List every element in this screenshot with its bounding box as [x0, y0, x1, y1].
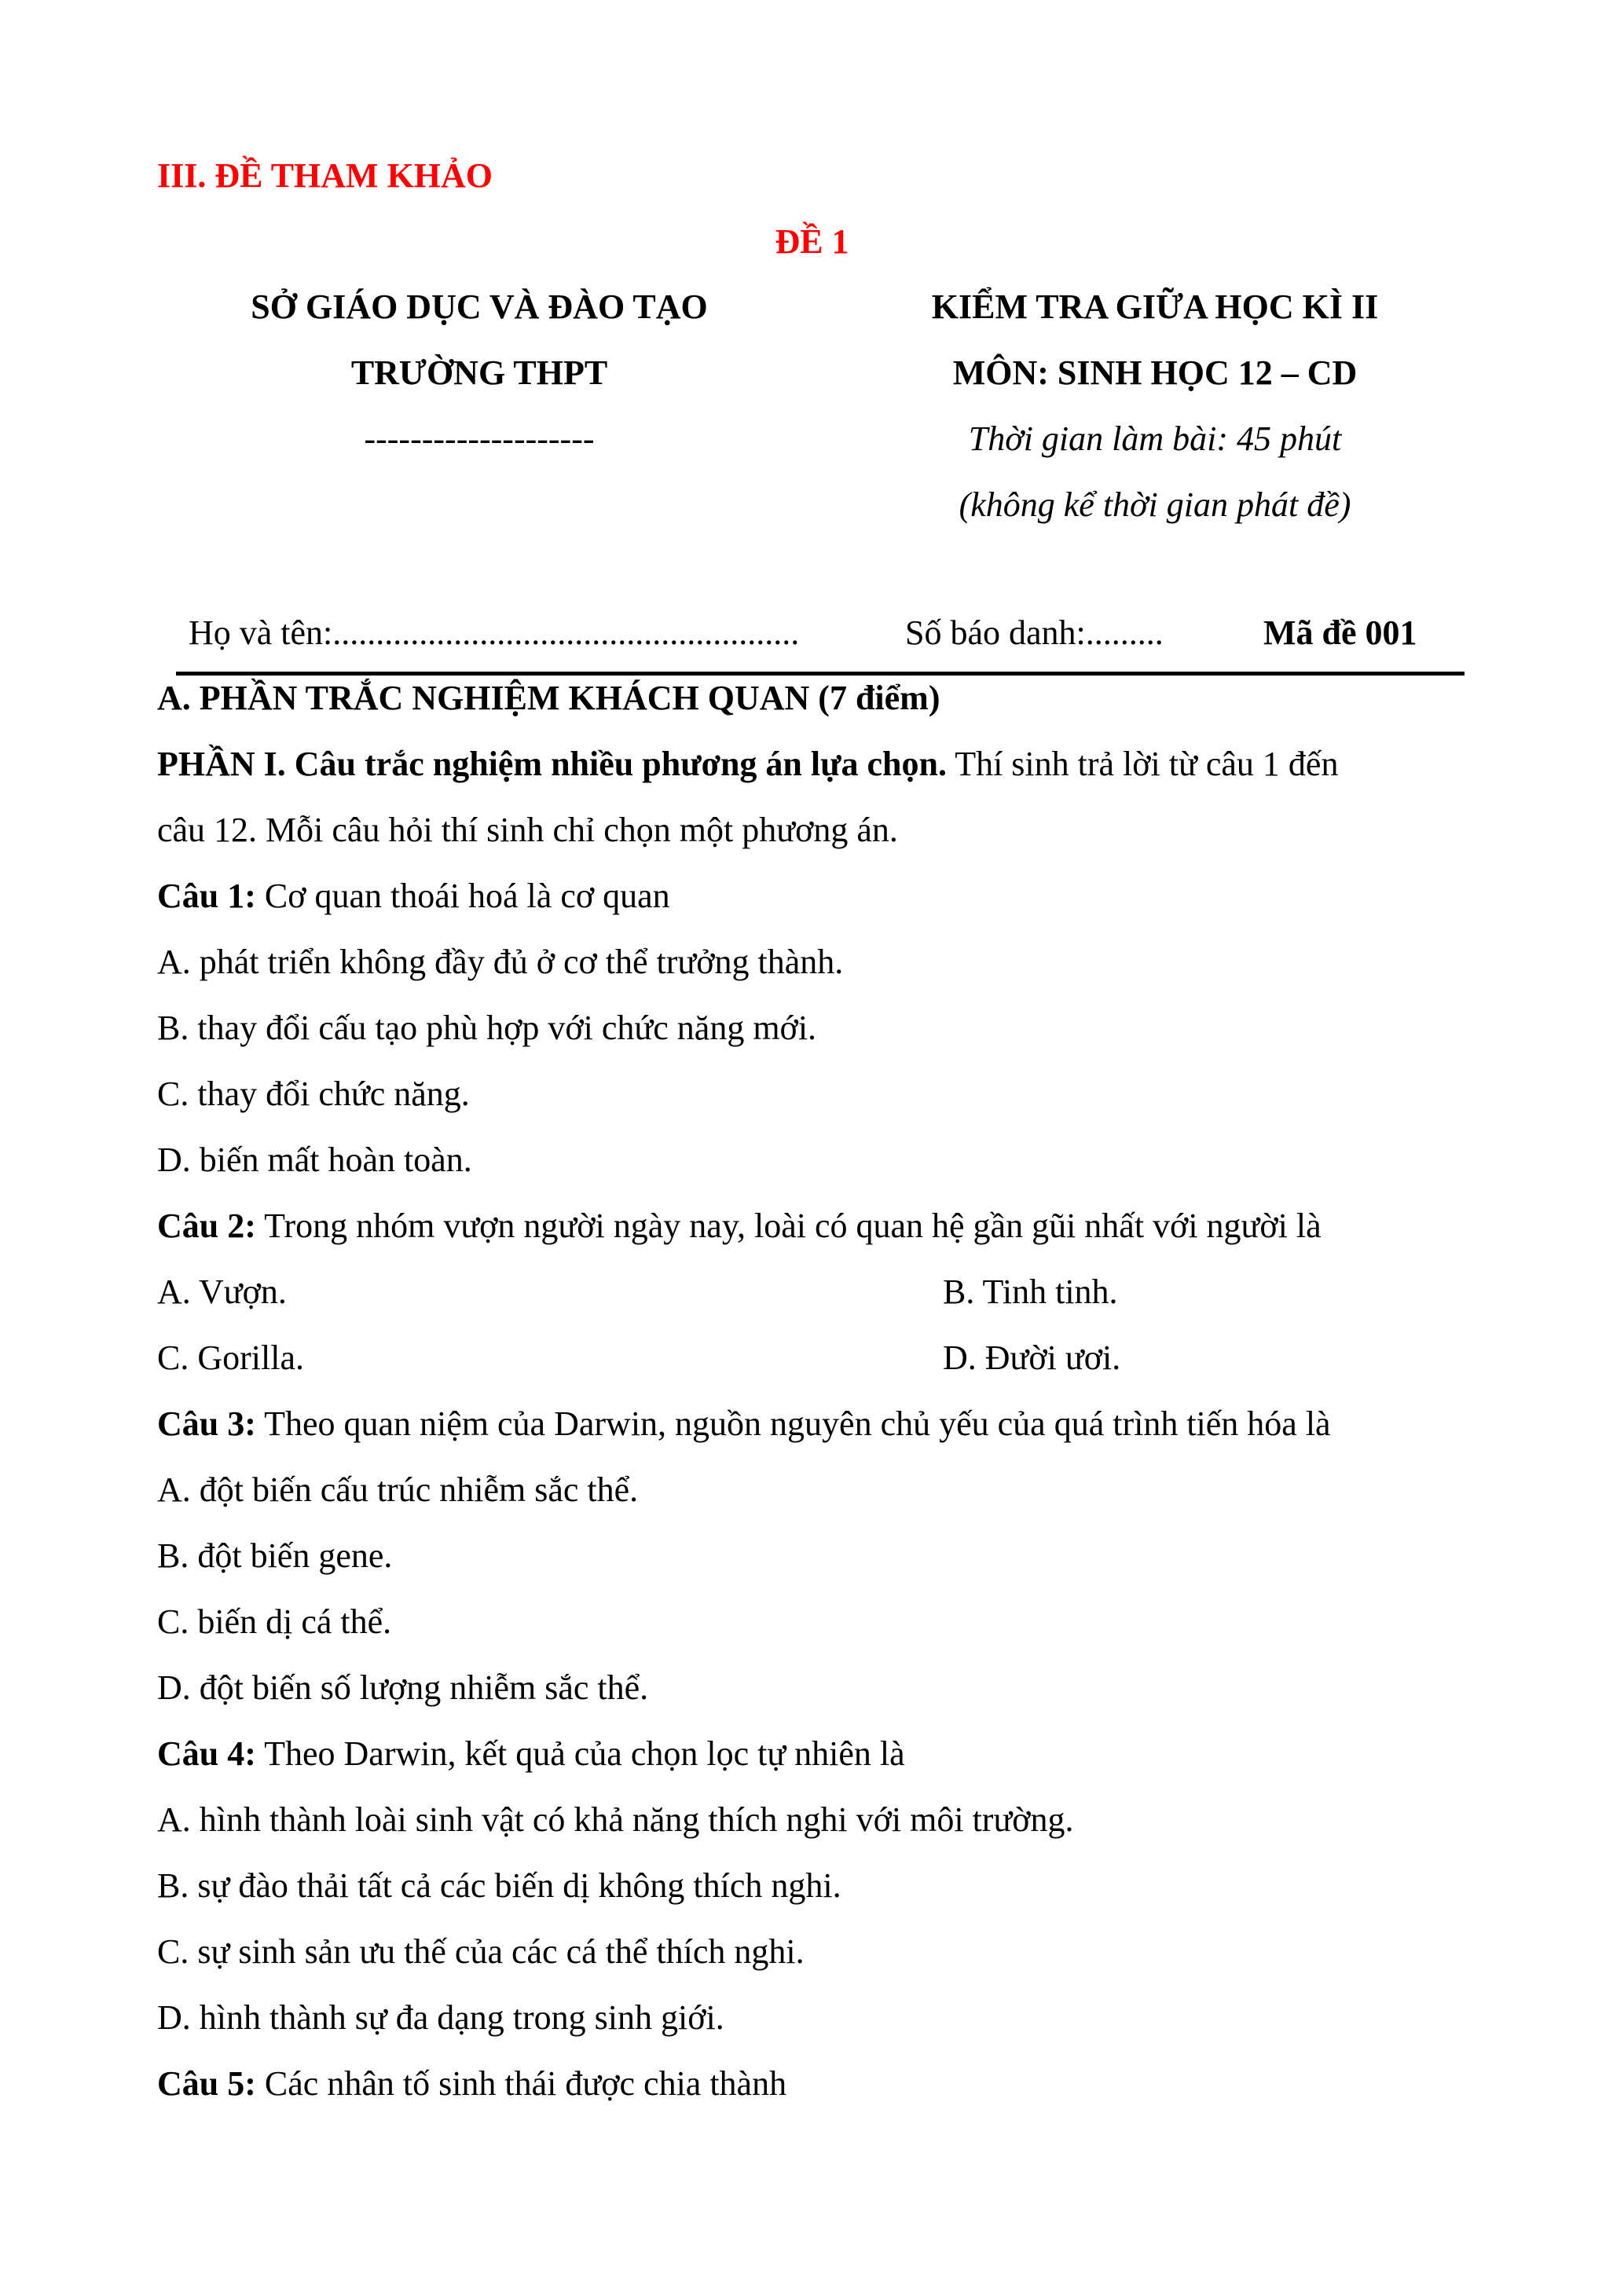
question-3-option-c: C. biến dị cá thể.: [157, 1602, 392, 1641]
question-3-option-b: B. đột biến gene.: [157, 1536, 393, 1575]
question-2-option-b: B. Tinh tinh.: [943, 1273, 1118, 1311]
question-3: [157, 1404, 1331, 1445]
part-a-heading: A. PHẦN TRẮC NGHIỆM KHÁCH QUAN (7 điểm): [157, 679, 940, 717]
question-label: Câu 4:: [157, 1734, 256, 1773]
part-1-instructions-line2: câu 12. Mỗi câu hỏi thí sinh chỉ chọn một phương án.: [157, 811, 898, 849]
header-rule: [176, 672, 1465, 676]
question-label: Câu 2:: [157, 1207, 256, 1245]
question-3-option-d: D. đột biến số lượng nhiễm sắc thể.: [157, 1668, 649, 1707]
question-1-option-d: D. biến mất hoàn toàn.: [157, 1141, 472, 1179]
question-text: Trong nhóm vượn người ngày nay, loài có quan hệ gần gũi nhất với người là: [255, 1207, 1322, 1245]
student-id-field: Số báo danh:.........: [905, 613, 1164, 652]
header-divider: --------------------: [364, 419, 595, 458]
question-4-option-c: C. sự sinh sản ưu thế của các cá thể thích nghi.: [157, 1932, 805, 1971]
question-label: Câu 5:: [157, 2064, 256, 2103]
question-2-option-a: A. Vượn.: [157, 1273, 287, 1311]
question-text: Các nhân tố sinh thái được chia thành: [255, 2064, 787, 2103]
part-1-instructions: [157, 744, 1338, 785]
exam-number: ĐỀ 1: [775, 222, 849, 261]
question-1-option-b: B. thay đổi cấu tạo phù hợp với chức năng mới.: [157, 1009, 817, 1047]
question-4-option-a: A. hình thành loài sinh vật có khả năng thích nghi với môi trường.: [157, 1800, 1074, 1839]
question-text: Theo quan niệm của Darwin, nguồn nguyên chủ yếu của quá trình tiến hóa là: [255, 1404, 1331, 1443]
question-label: Câu 1:: [157, 877, 256, 915]
question-text: Theo Darwin, kết quả của chọn lọc tự nhiên là: [255, 1734, 905, 1773]
question-5: [157, 2063, 786, 2105]
question-4: [157, 1734, 905, 1775]
question-2: [157, 1206, 1322, 1247]
question-4-option-b: B. sự đào thải tất cả các biến dị không thích nghi.: [157, 1866, 841, 1905]
question-text: Cơ quan thoái hoá là cơ quan: [255, 877, 670, 915]
question-3-option-a: A. đột biến cấu trúc nhiễm sắc thể.: [157, 1470, 639, 1509]
exam-duration: Thời gian làm bài: 45 phút: [968, 419, 1342, 458]
question-1-option-a: A. phát triển không đầy đủ ở cơ thể trưởng thành.: [157, 943, 844, 981]
exam-duration-note: (không kể thời gian phát đề): [959, 485, 1351, 524]
question-1-option-c: C. thay đổi chức năng.: [157, 1075, 470, 1113]
school-name: TRƯỜNG THPT: [350, 353, 608, 392]
question-label: Câu 3:: [157, 1404, 256, 1443]
student-name-field: Họ và tên:......................................................: [189, 613, 800, 652]
exam-code: Mã đề 001: [1263, 613, 1417, 652]
question-2-option-c: C. Gorilla.: [157, 1338, 304, 1377]
exam-title: KIỂM TRA GIỮA HỌC KÌ II: [931, 287, 1379, 326]
section-heading: III. ĐỀ THAM KHẢO: [157, 156, 493, 195]
part-1-instructions-rest: Thí sinh trả lời từ câu 1 đến: [947, 745, 1339, 783]
department-name: SỞ GIÁO DỤC VÀ ĐÀO TẠO: [251, 287, 708, 326]
part-1-title: PHẦN I. Câu trắc nghiệm nhiều phương án lựa chọn.: [157, 745, 947, 783]
question-1: [157, 876, 670, 917]
question-4-option-d: D. hình thành sự đa dạng trong sinh giới.: [157, 1998, 724, 2037]
exam-subject: MÔN: SINH HỌC 12 – CD: [952, 353, 1358, 392]
question-2-option-d: D. Đười ươi.: [943, 1338, 1121, 1377]
